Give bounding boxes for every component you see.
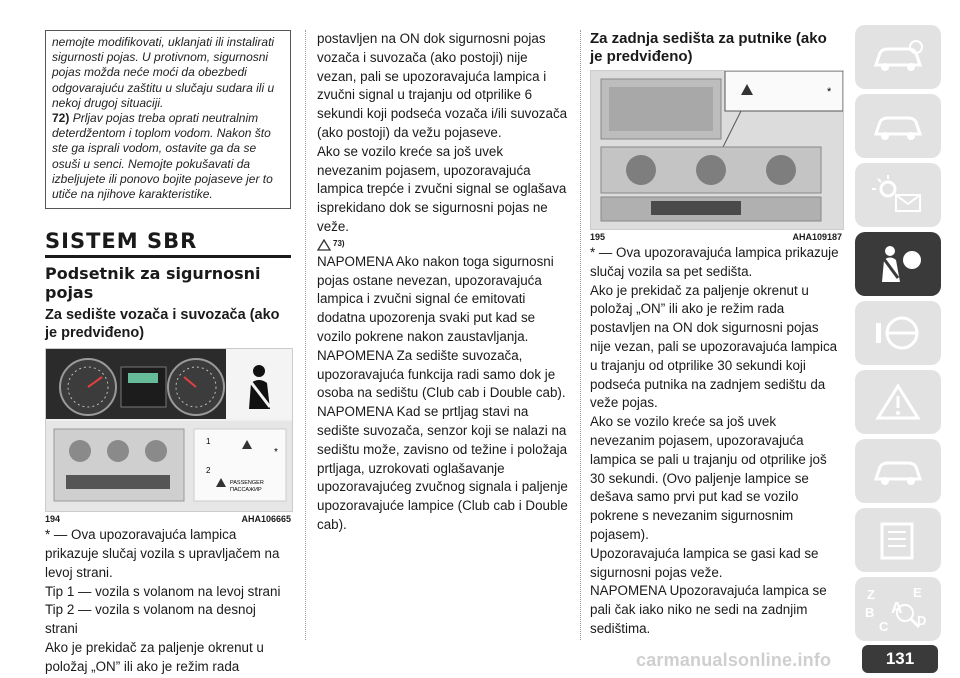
car-maintenance-icon	[870, 451, 926, 491]
reference-marker	[317, 239, 569, 251]
column-left	[45, 30, 291, 677]
tab-index[interactable]	[855, 577, 941, 641]
passenger-label-ru: ПАССАЖИР	[230, 487, 262, 494]
figure-number: 194	[45, 514, 61, 525]
seatbelt-airbag-icon	[870, 242, 926, 286]
index-letter-z: Z	[867, 587, 875, 602]
col2-para-5: NAPOMENA Kad se prtljag stavi na sedište suvozača, senzor koji se nalazi na sedištu može, zavisno od težine i položaja prtljaga, uzrokovati oglašavanje upozoravajućeg zvučnog signala i paljenje upozoravajuće lampice (Club cab i Double cab).	[317, 404, 568, 532]
watermark: carmanualsonline.info	[636, 650, 832, 670]
technical-data-icon	[870, 518, 926, 562]
figure-star: *	[827, 86, 832, 98]
warning-triangle-icon	[317, 239, 331, 251]
column-right	[590, 30, 842, 639]
figure-195	[590, 70, 844, 230]
column-middle	[317, 30, 569, 535]
warning-text-1: nemojte modifikovati, uklanjati ili instalirati sigurnosti pojas. U protivnom, sigurnosni pojas možda neće moći da obezbedi odgovarajuću zaštitu u slučaju sudara ili u nekoj drugoj situaciji.	[52, 35, 275, 110]
tab-car-dashboard[interactable]	[855, 94, 941, 158]
figure-caption-195	[590, 232, 842, 242]
col2-para-2: Ako se vozilo kreće sa još uvek nevezanim pojasem, upozoravajuća lampica trepće i zvučni signal se oglašava isprekidano dok se sigurnosni pojas ne veže.	[317, 143, 567, 234]
col1-para-4: Ako je prekidač za paljenje okrenut u položaj „ON” ili ako je režim rada	[45, 640, 264, 674]
figure-194	[45, 348, 293, 512]
col2-para-1: postavljen na ON dok sigurnosni pojas vozača i suvozača (ako postoji) nije vezan, pali se upozoravajuća lampica i zvučni signal u trajanju od otprilike 6 sekundi koji podseća vozača i/ili suvozača (ako postoji) da vežu pojaseve.	[317, 31, 568, 140]
col1-para-3: Tip 2 — vozila s volanom na desnoj strani	[45, 602, 256, 637]
col3-para-4: Upozoravajuća lampica se gasi kad se sigurnosni pojas veže.	[590, 545, 819, 580]
index-letter-d: D	[917, 613, 927, 628]
reference-number: 73)	[333, 238, 345, 248]
car-info-icon	[870, 37, 926, 77]
col2-para-4: NAPOMENA Za sedište suvozača, upozoravajuća funkcija radi samo dok je osoba na sedištu (Club cab i Double cab).	[317, 347, 566, 401]
col2-para-3: NAPOMENA Ako nakon toga sigurnosni pojas ostane nevezan, upozoravajuća lampica i zvučni signal će emitovati dodatna upozorenja svaki put kad se vozilo pokrene nakon zaustavljanja.	[317, 253, 554, 344]
warning-box	[45, 30, 291, 209]
tab-starting-driving[interactable]	[855, 301, 941, 365]
dashboard-illustration	[46, 349, 292, 511]
passenger-label: PASSENGER	[230, 480, 264, 487]
driver-passenger-heading: Za sedište vozača i suvozača (ako je predviđeno)	[45, 307, 280, 342]
index-letter-e: E	[913, 585, 922, 600]
figure-code: AHA109187	[792, 232, 842, 242]
index-letter-a: A	[891, 600, 903, 617]
figure-number: 195	[590, 232, 606, 242]
col1-para-2: Tip 1 — vozila s volanom na levoj strani	[45, 583, 281, 599]
section-heading: SISTEM SBR	[45, 229, 198, 254]
col1-para-1: * — Ova upozoravajuća lampica prikazuje slučaj vozila s upravljačem na levoj strani.	[45, 527, 280, 580]
alphabetical-index-icon	[863, 583, 933, 635]
col3-para-5: NAPOMENA Upozoravajuća lampica se pali čak iako niko ne sedi na zadnjim sedištima.	[590, 583, 827, 636]
figure-label-1: 1	[206, 437, 211, 447]
figure-code: AHA106665	[241, 514, 291, 525]
figure-label-2: 2	[206, 466, 211, 476]
warning-light-message-icon	[870, 173, 926, 217]
index-letter-b: B	[865, 605, 875, 620]
warning-text-2: Prljav pojas treba oprati neutralnim deterdžentom i toplom vodom. Nakon što ste ga isprali vodom, ostavite ga da se osuši u senci. Nemojte pokušavati da izbeljujete ili ponovo bojite pojaseve jer to utiče na njihove karakteristike.	[52, 111, 273, 202]
warning-ref: 72)	[52, 111, 70, 126]
heading-rule	[45, 255, 291, 258]
index-letter-c: C	[879, 619, 889, 634]
subsection-heading: Podsetnik za sigurnosni pojas	[45, 264, 261, 303]
col3-para-2: Ako je prekidač za paljenje okrenut u položaj „ON” ili ako je režim rada postavljen na ON dok sigurnosni pojas nije vezan, pali se upozoravajuća lampica u trajanju od otprilike 30 sekundi koji podseća putnika na zadnjem sedištu da veže pojas.	[590, 282, 838, 411]
tab-safety[interactable]	[855, 232, 941, 296]
page-number: 131	[862, 645, 938, 673]
rear-seats-heading: Za zadnja sedišta za putnike (ako je predviđeno)	[590, 30, 827, 65]
tab-maintenance[interactable]	[855, 439, 941, 503]
figure-star: *	[274, 447, 278, 459]
column-divider	[580, 30, 582, 640]
tab-warning-lights[interactable]	[855, 163, 941, 227]
steering-wheel-key-icon	[870, 311, 926, 355]
col3-para-3: Ako se vozilo kreće sa još uvek nevezanim pojasem, upozoravajuća lampica se pali u trajanju od otprilike još 30 sekundi. (Ovo paljenje lampice se dešava samo prvi put kad se vozilo pokrene s nevezanim sigurnosnim pojasem).	[590, 414, 827, 542]
figure-caption-194	[45, 514, 291, 524]
tab-car-info[interactable]	[855, 25, 941, 89]
chapter-sidebar	[855, 25, 943, 646]
tab-technical-data[interactable]	[855, 508, 941, 572]
car-dashboard-icon	[870, 106, 926, 146]
tab-emergency[interactable]	[855, 370, 941, 434]
column-divider	[305, 30, 307, 640]
col3-para-1: * — Ova upozoravajuća lampica prikazuje slučaj vozila sa pet sedišta.	[590, 245, 839, 279]
center-console-illustration	[591, 71, 843, 229]
emergency-triangle-icon	[870, 380, 926, 424]
